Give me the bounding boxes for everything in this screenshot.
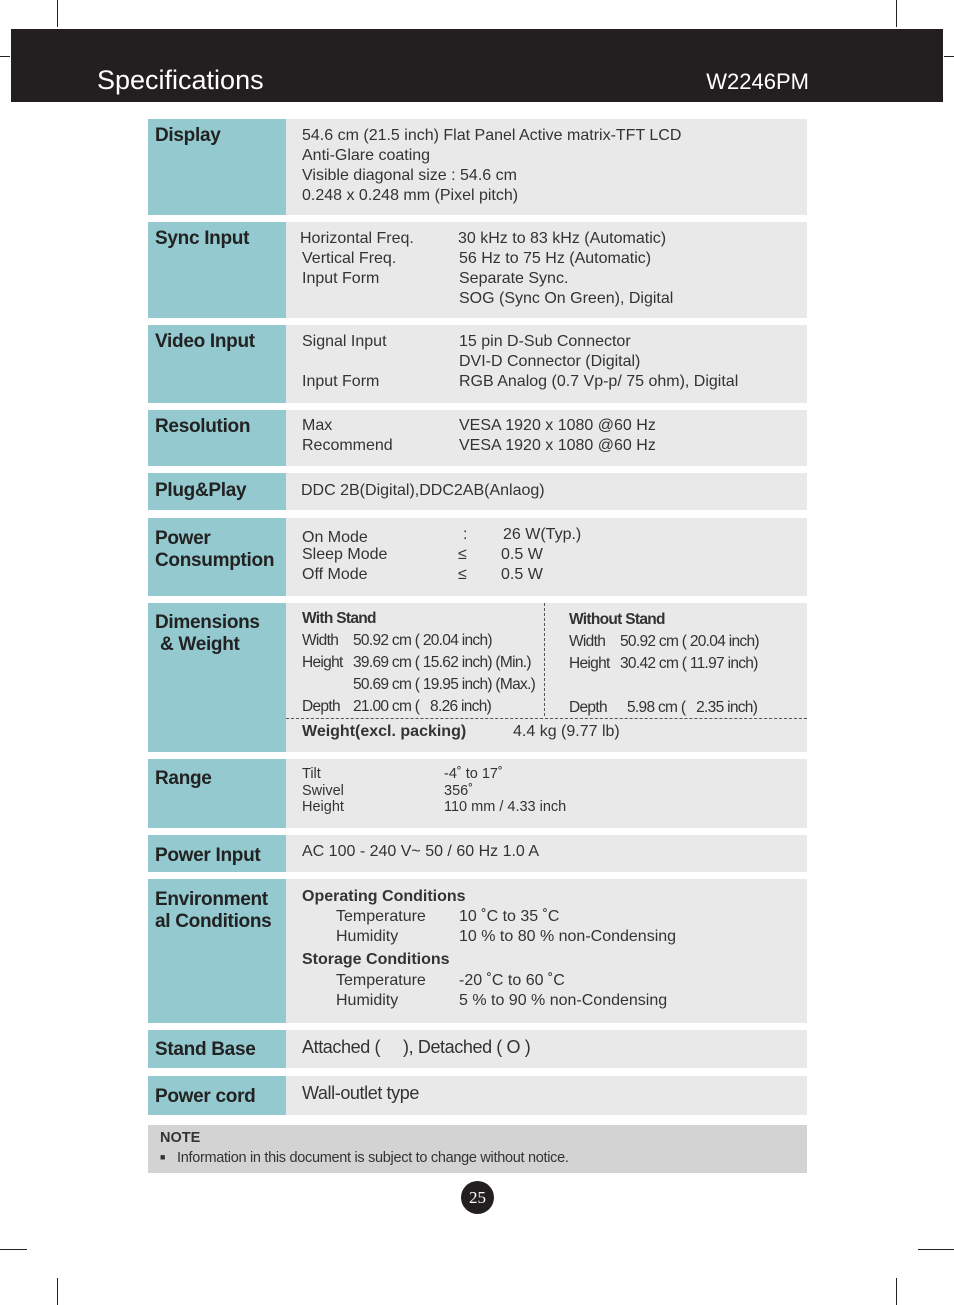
page-header [11,29,943,102]
crop-mark [0,1249,27,1250]
spec-value: AC 100 - 240 V~ 50 / 60 Hz 1.0 A [302,843,540,860]
crop-mark [944,56,954,57]
spec-value-cell [286,1030,807,1068]
spec-label-cell [148,222,286,318]
spec-value-cell [286,410,807,466]
spec-key: Depth [569,699,607,716]
spec-key: Swivel [302,783,344,799]
spec-value: 5 % to 90 % non-Condensing [459,992,668,1009]
spec-row-resolution [148,410,807,466]
spec-label: Plug&Play [155,480,247,501]
page-title: Specifications [97,65,264,95]
spec-label-cell [148,759,286,828]
spec-label-line: & Weight [160,634,240,655]
storage-conditions-title: Storage Conditions [302,951,450,968]
spec-key: On Mode [302,529,368,546]
crop-mark [0,56,10,57]
spec-label [155,528,274,572]
weight-value: 4.4 kg (9.77 lb) [513,723,620,740]
spec-label-line: Dimensions [155,612,260,633]
spec-value: -20 ˚C to 60 ˚C [459,972,565,989]
spec-label-cell [148,518,286,596]
spec-value: 39.69 cm ( 15.62 inch) (Min.) [353,654,531,671]
spec-label-cell [148,879,286,1023]
spec-row-environment [148,879,807,1023]
spec-value: 110 mm / 4.33 inch [444,799,567,815]
spec-symbol: : [463,526,468,543]
spec-key: Recommend [302,437,393,454]
spec-key: Height [302,654,343,671]
bullet-icon: ■ [160,1152,166,1162]
crop-mark [918,1249,954,1250]
crop-mark [57,1278,58,1305]
spec-line: Anti-Glare coating [302,147,431,164]
spec-symbol: ≤ [458,546,467,563]
spec-row-dimensions [148,603,807,752]
spec-value-cell [286,518,807,596]
spec-key: Tilt [302,766,321,782]
spec-label: Stand Base [155,1039,256,1060]
spec-row-video-input [148,325,807,403]
spec-value: 30 kHz to 83 kHz (Automatic) [458,230,667,247]
spec-label-cell [148,410,286,466]
spec-key: Off Mode [302,566,368,583]
spec-key: Height [569,655,610,672]
spec-line: 0.248 x 0.248 mm (Pixel pitch) [302,187,519,204]
row-divider [286,718,807,719]
spec-key: Height [302,799,344,815]
spec-label: Sync Input [155,228,250,249]
spec-value-cell [286,835,807,872]
crop-mark [896,1278,897,1305]
spec-value: -4˚ to 17˚ [444,766,503,782]
spec-label: Video Input [155,331,255,352]
spec-label-line: Environment [155,889,268,910]
spec-label-line: Power [155,528,211,549]
spec-key: Signal Input [302,333,387,350]
spec-key: Horizontal Freq. [300,230,414,247]
spec-label-cell [148,835,286,872]
spec-label [155,612,260,656]
spec-key: Temperature [336,972,426,989]
spec-symbol: ≤ [458,566,467,583]
model-number: W2246PM [706,69,809,94]
spec-key: Humidity [336,992,399,1009]
spec-value: 50.92 cm ( 20.04 inch) [353,632,492,649]
spec-value-cell [286,759,807,828]
spec-value: 10 % to 80 % non-Condensing [459,928,677,945]
spec-label: Power Input [155,845,261,866]
spec-value: Separate Sync. [459,270,569,287]
spec-value-cell [286,603,807,752]
spec-row-sync-input [148,222,807,318]
spec-key: Humidity [336,928,399,945]
spec-label-cell [148,325,286,403]
spec-key: Input Form [302,270,380,287]
without-stand-title: Without Stand [569,611,665,628]
spec-value: 15 pin D-Sub Connector [459,333,631,350]
operating-conditions-title: Operating Conditions [302,888,466,905]
spec-value: 50.69 cm ( 19.95 inch) (Max.) [353,676,536,693]
spec-value: DVI-D Connector (Digital) [459,353,641,370]
spec-key: Input Form [302,373,380,390]
spec-label: Display [155,125,221,146]
spec-value-cell [286,119,807,215]
with-stand-title: With Stand [302,610,376,627]
spec-row-power-input [148,835,807,872]
spec-value: 30.42 cm ( 11.97 inch) [620,655,758,672]
spec-value: 26 W(Typ.) [503,526,582,543]
spec-label-cell [148,1030,286,1068]
spec-label-line: al Conditions [155,911,272,932]
spec-label: Power cord [155,1086,256,1107]
spec-value: RGB Analog (0.7 Vp-p/ 75 ohm), Digital [459,373,739,390]
spec-key: Temperature [336,908,426,925]
spec-key: Depth [302,698,340,715]
spec-value: VESA 1920 x 1080 @60 Hz [459,437,656,454]
spec-value: 0.5 W [501,566,543,583]
column-divider [544,603,545,716]
spec-value: 21.00 cm ( 8.26 inch) [353,698,492,715]
spec-value: Wall-outlet type [302,1083,419,1103]
spec-value: Attached ( ), Detached ( O ) [302,1037,531,1057]
spec-row-display [148,119,807,215]
spec-key: Sleep Mode [302,546,388,563]
spec-line: Visible diagonal size : 54.6 cm [302,167,517,184]
spec-line: 54.6 cm (21.5 inch) Flat Panel Active matrix-TFT LCD [302,127,682,144]
spec-value: 56 Hz to 75 Hz (Automatic) [459,250,652,267]
spec-value: DDC 2B(Digital),DDC2AB(Anlaog) [301,482,545,499]
spec-value-cell [286,1076,807,1115]
spec-key: Width [569,633,606,650]
spec-key: Vertical Freq. [302,250,397,267]
spec-value-cell [286,325,807,403]
spec-value: VESA 1920 x 1080 @60 Hz [459,417,656,434]
spec-value-cell [286,473,807,510]
spec-value: 5.98 cm ( 2.35 inch) [627,699,758,716]
note-box [148,1125,807,1173]
note-text: Information in this document is subject to change without notice. [177,1150,569,1166]
spec-label [155,889,271,933]
spec-value: 356˚ [444,783,474,799]
spec-value: SOG (Sync On Green), Digital [459,290,674,307]
spec-label: Resolution [155,416,251,437]
spec-value: 50.92 cm ( 20.04 inch) [620,633,759,650]
spec-label: Range [155,768,212,789]
spec-label-cell [148,473,286,510]
spec-value-cell [286,879,807,1023]
page-number: 25 [461,1181,494,1214]
spec-row-power-consumption [148,518,807,596]
spec-row-power-cord [148,1076,807,1115]
spec-value: 0.5 W [501,546,543,563]
spec-row-stand-base [148,1030,807,1068]
spec-key: Max [302,417,333,434]
spec-label-cell [148,603,286,752]
spec-row-range [148,759,807,828]
spec-value-cell [286,222,807,318]
spec-key: Width [302,632,339,649]
weight-label: Weight(excl. packing) [302,723,467,740]
spec-label-line: Consumption [155,550,275,571]
spec-label-cell [148,119,286,215]
spec-value: 10 ˚C to 35 ˚C [459,908,560,925]
note-title: NOTE [160,1130,201,1146]
spec-label-cell [148,1076,286,1115]
crop-mark [896,0,897,27]
spec-row-plug-play [148,473,807,510]
crop-mark [57,0,58,27]
